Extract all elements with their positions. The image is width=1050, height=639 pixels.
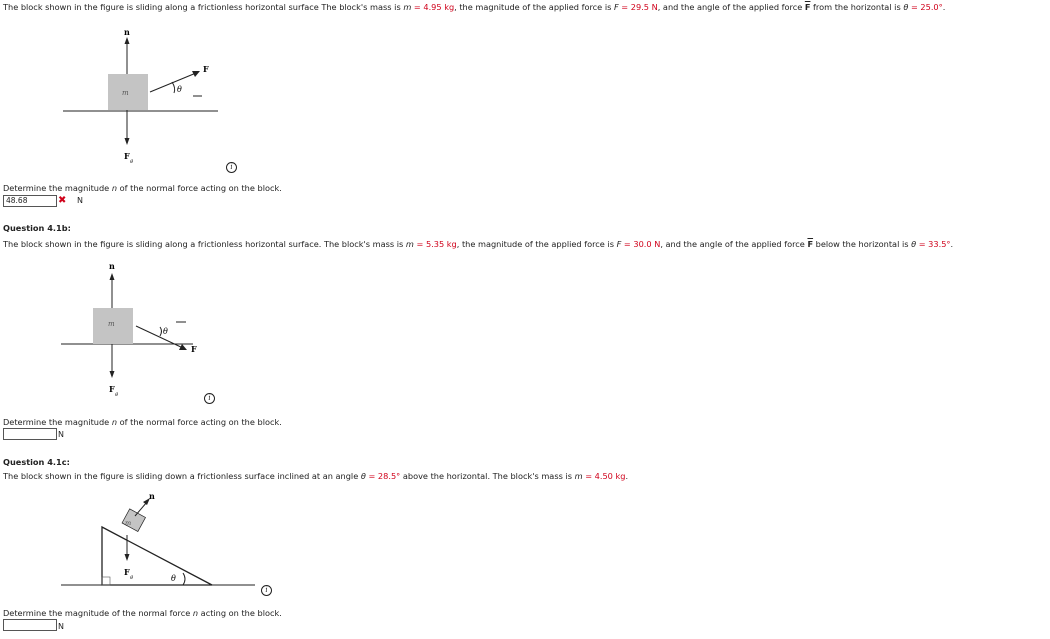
q2-prompt <box>3 417 282 427</box>
q2-gravity-subscript: g <box>115 391 119 397</box>
q2-force-value: = 30.0 N <box>623 239 661 249</box>
q1-text-d: from the horizontal is <box>810 2 904 12</box>
q1-gravity-subscript: g <box>130 158 134 164</box>
q3-text-b: above the horizontal. The block's mass is <box>400 471 575 481</box>
q2-prompt-n: n <box>111 417 118 427</box>
q1-text-e: . <box>942 2 946 12</box>
q2-text-b: , the magnitude of the applied force is <box>456 239 617 249</box>
q2-angle-label: θ <box>163 327 168 336</box>
q2-applied-force-arrow <box>136 326 183 348</box>
q1-text-b: , the magnitude of the applied force is <box>454 2 614 12</box>
q1-prompt <box>3 183 282 193</box>
q1-force-label: F <box>203 64 209 74</box>
q3-block-label: m <box>125 519 132 527</box>
q2-prompt-a: Determine the magnitude <box>3 417 112 427</box>
q3-mass-symbol: m <box>574 471 583 481</box>
q3-theta-symbol: θ <box>360 471 366 481</box>
q2-info-icon[interactable]: i <box>204 393 215 404</box>
q2-theta-symbol: θ <box>911 239 917 249</box>
q3-answer-input[interactable] <box>3 619 57 631</box>
q3-figure <box>55 487 265 592</box>
q2-text-c: , and the angle of the applied force <box>660 239 808 249</box>
q1-figure <box>55 22 225 172</box>
q3-theta-value: = 28.5° <box>368 471 401 481</box>
q1-mass-value: = 4.95 kg <box>413 2 455 12</box>
q1-applied-force-arrow <box>150 73 196 92</box>
q3-right-angle-mark <box>102 577 110 585</box>
q2-force-symbol: F <box>616 239 622 249</box>
q2-heading: Question 4.1b: <box>3 223 71 233</box>
q3-angle-arc <box>183 573 185 585</box>
q3-normal-label: n <box>149 491 155 501</box>
q2-statement <box>3 239 953 249</box>
q1-prompt-b: of the normal force acting on the block. <box>117 183 282 193</box>
q1-gravity-arrowhead <box>125 138 130 145</box>
q2-theta-value: = 33.5° <box>918 239 951 249</box>
q1-unit-label: N <box>77 196 83 205</box>
q1-force-value: = 29.5 N <box>621 2 658 12</box>
q1-theta-value: = 25.0° <box>910 2 943 12</box>
q3-gravity-label: F <box>124 567 130 577</box>
q3-prompt-a: Determine the magnitude of the normal force <box>3 608 193 618</box>
q2-text-d: below the horizontal is <box>813 239 912 249</box>
q3-prompt-b: acting on the block. <box>198 608 282 618</box>
q2-mass-symbol: m <box>405 239 414 249</box>
q3-angle-label: θ <box>171 574 176 583</box>
q2-text-e: . <box>950 239 954 249</box>
q1-info-icon[interactable]: i <box>226 162 237 173</box>
q3-statement <box>3 471 628 481</box>
q1-prompt-a: Determine the magnitude <box>3 183 112 193</box>
q1-normal-arrowhead <box>125 37 130 44</box>
q1-statement <box>3 2 945 12</box>
q2-angle-arc <box>160 327 162 336</box>
q3-gravity-subscript: g <box>130 574 134 580</box>
q1-mass-symbol: m <box>403 2 412 12</box>
q1-answer-input[interactable]: 48.68 <box>3 195 57 207</box>
q3-heading: Question 4.1c: <box>3 457 70 467</box>
q2-prompt-b: of the normal force acting on the block. <box>117 417 282 427</box>
q1-incorrect-icon: ✖ <box>58 195 67 206</box>
q3-unit-label: N <box>58 622 64 631</box>
q1-force-vector: $\overline{F}$ <box>804 2 811 12</box>
q3-prompt-n: n <box>192 608 199 618</box>
q3-incline <box>102 527 212 585</box>
q3-prompt <box>3 608 282 618</box>
q2-block-label: m <box>108 320 115 328</box>
q1-angle-label: θ <box>177 85 182 94</box>
q2-answer-input[interactable] <box>3 428 57 440</box>
q1-normal-label: n <box>124 27 130 37</box>
q3-mass-value: = 4.50 kg <box>585 471 626 481</box>
q2-mass-value: = 5.35 kg <box>416 239 457 249</box>
q1-text-a: The block shown in the figure is sliding along a frictionless horizontal surface The block's mass is <box>3 2 404 12</box>
q3-info-icon[interactable]: i <box>261 585 272 596</box>
q3-normal-arrow <box>135 502 147 516</box>
q1-prompt-n: n <box>111 183 118 193</box>
q2-gravity-arrowhead <box>110 371 115 378</box>
q2-normal-label: n <box>109 261 115 271</box>
q2-figure <box>55 256 225 406</box>
q3-text-c: . <box>625 471 629 481</box>
q1-force-symbol: F <box>613 2 619 12</box>
q1-text-c: , and the angle of the applied force <box>657 2 805 12</box>
q1-block-label: m <box>122 89 129 97</box>
q1-angle-arc <box>172 82 175 93</box>
q1-gravity-label: F <box>124 151 130 161</box>
q2-text-a: The block shown in the figure is sliding along a frictionless horizontal surface. The block's mass is <box>3 239 406 249</box>
q2-unit-label: N <box>58 430 64 439</box>
q2-force-label: F <box>191 344 197 354</box>
q2-gravity-label: F <box>109 384 115 394</box>
q3-gravity-arrowhead <box>125 554 130 561</box>
q3-text-a: The block shown in the figure is sliding down a frictionless surface inclined at an angle <box>3 471 361 481</box>
q2-force-vector: $\overline{F}$ <box>807 239 814 249</box>
q2-normal-arrowhead <box>110 273 115 280</box>
q1-theta-symbol: θ <box>903 2 909 12</box>
